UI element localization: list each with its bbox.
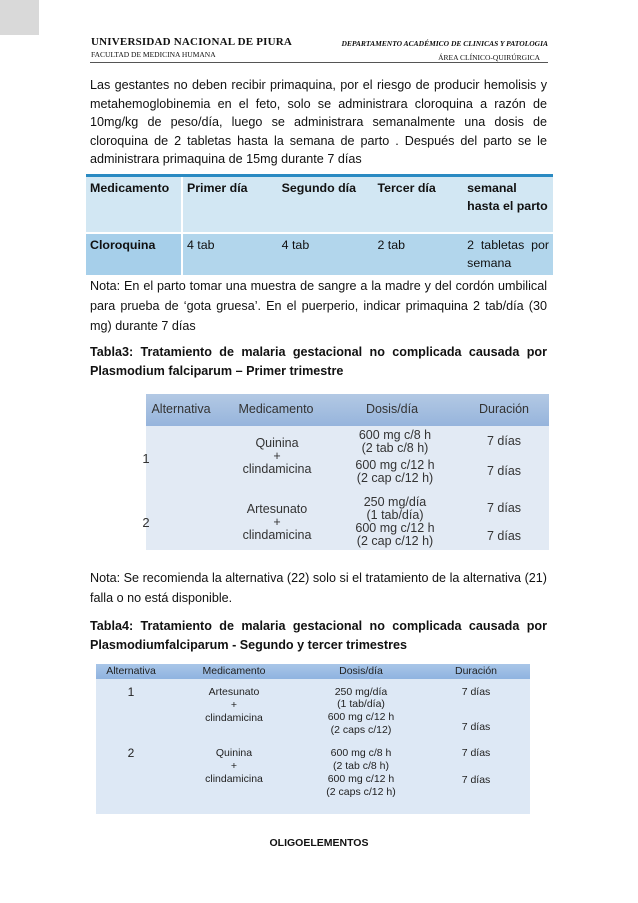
table4-image — [96, 664, 530, 814]
corner-block — [0, 0, 39, 35]
header-segundo-dia: Segundo día — [278, 176, 374, 234]
table3-alt-2: 2 — [142, 515, 150, 530]
table4-row1-dose1-detail: (1 tab/día) — [337, 698, 385, 710]
table4-alt-1: 1 — [127, 685, 135, 699]
table4-row1-med2: clindamicina — [205, 712, 263, 724]
table4-row2-dose2: 600 mg c/12 h — [327, 773, 395, 785]
table4-header-dosis: Dosis/día — [339, 665, 383, 677]
table3-row2-dose2: 600 mg c/12 h — [355, 521, 435, 535]
table3-row1-dose1: 600 mg c/8 h — [358, 428, 432, 442]
table3-header-duracion: Duración — [478, 402, 530, 416]
table3-row1-dose2: 600 mg c/12 h — [355, 458, 435, 472]
table3-row1-dose1-detail: (2 tab c/8 h) — [361, 441, 429, 455]
table3-row2-dose1: 250 mg/día — [363, 495, 427, 509]
table4-row2-dose1-detail: (2 tab c/8 h) — [332, 760, 390, 772]
table4-row2-dose1: 600 mg c/8 h — [330, 747, 392, 759]
table3-row2-plus: + — [273, 515, 281, 529]
table3-row1-dur1: 7 días — [486, 434, 522, 448]
table3-row2-dur2: 7 días — [486, 529, 522, 543]
cell-medicamento: Cloroquina — [86, 233, 182, 276]
footer-title: OLIGOELEMENTOS — [269, 837, 369, 849]
nota-alternativa: Nota: Se recomienda la alternativa (22) solo si el tratamiento de la alternativa (21) falla o no está disponible. — [90, 571, 547, 605]
table3-title: Tabla3: Tratamiento de malaria gestacional no complicada causada por Plasmodium falciparum – Primer trimestre — [90, 345, 547, 378]
table3-row1-med1: Quinina — [255, 436, 299, 450]
table4-row1-med1: Artesunato — [208, 686, 260, 698]
cell-primer-dia: 4 tab — [182, 233, 278, 276]
table3-row1-dur2: 7 días — [486, 464, 522, 478]
department-name: DEPARTAMENTO ACADÉMICO DE CLINICAS Y PATOLOGIA — [341, 39, 548, 48]
header-right — [341, 39, 548, 62]
header-medicamento: Medicamento — [86, 176, 182, 234]
dose-table-header-row — [86, 176, 553, 234]
table3-row2-dur1: 7 días — [486, 501, 522, 515]
table3-row1-plus: + — [273, 449, 281, 463]
table4-row2-dose2-detail: (2 caps c/12 h) — [326, 786, 396, 798]
table4-row1-dur1: 7 días — [461, 686, 491, 698]
header-divider — [90, 62, 548, 63]
table3-header-medicamento: Medicamento — [238, 402, 314, 416]
header-left — [91, 36, 292, 59]
cloroquina-dose-table — [86, 174, 553, 277]
cell-segundo-dia: 4 tab — [278, 233, 374, 276]
table4-title: Tabla4: Tratamiento de malaria gestacional no complicada causada por Plasmodiumfalciparum - Segundo y tercer trimestres — [90, 619, 547, 652]
faculty-name: FACULTAD DE MEDICINA HUMANA — [91, 50, 216, 59]
table4-row1-dose1: 250 mg/día — [334, 686, 388, 698]
table3-row1-dose2-detail: (2 cap c/12 h) — [356, 471, 434, 485]
table4-header-medicamento: Medicamento — [202, 665, 266, 677]
table3-header-dosis: Dosis/día — [365, 402, 419, 416]
intro-paragraph: Las gestantes no deben recibir primaquina, por el riesgo de producir hemolisis y metahemoglobinemia en el feto, solo se administrara cloroquina a razón de 10mg/kg de peso/día, luego se administrara semanalmente una dosis de cloroquina de 2 tabletas hasta la semana de parto . Después del parto se le administrara primaquina de 15mg durante 7 días — [90, 78, 547, 166]
dose-table-row — [86, 233, 553, 276]
table4-row1-dose2-detail: (2 caps c/12) — [330, 724, 392, 736]
table4-row2-med1: Quinina — [215, 747, 253, 759]
header-primer-dia: Primer día — [182, 176, 278, 234]
table3-alt-1: 1 — [142, 451, 150, 466]
table3-row2-dose1-detail: (1 tab/día) — [366, 508, 424, 522]
header-tercer-dia: Tercer día — [373, 176, 463, 234]
table4-header-duracion: Duración — [454, 665, 498, 677]
table4-row1-plus: + — [230, 699, 238, 711]
university-name: UNIVERSIDAD NACIONAL DE PIURA — [91, 36, 293, 48]
nota-parto: Nota: En el parto tomar una muestra de sangre a la madre y del cordón umbilical para prueba de ‘gota gruesa’. En el puerperio, indicar primaquina 2 tab/día (30 mg) durante 7 días — [90, 279, 547, 333]
area-name: ÁREA CLÍNICO-QUIRÚRGICA — [438, 53, 540, 62]
cell-tercer-dia: 2 tab — [373, 233, 463, 276]
table3-image — [142, 394, 549, 550]
table3-row2-med1: Artesunato — [246, 502, 308, 516]
table4-row2-dur2: 7 días — [461, 774, 491, 786]
table4-row2-plus: + — [230, 760, 238, 772]
cell-semanal: 2 tabletas por semana — [463, 233, 553, 276]
table4-row1-dur2: 7 días — [461, 721, 491, 733]
table3-header-alternativa: Alternativa — [151, 402, 211, 416]
table4-row1-dose2: 600 mg c/12 h — [327, 711, 395, 723]
table4-row2-dur1: 7 días — [461, 747, 491, 759]
table3-row2-dose2-detail: (2 cap c/12 h) — [356, 534, 434, 548]
table4-row2-med2: clindamicina — [205, 773, 263, 785]
header-semanal: semanal hasta el parto — [463, 176, 553, 234]
table4-header-alternativa: Alternativa — [106, 665, 156, 677]
table3-row1-med2: clindamicina — [242, 462, 312, 476]
table4-alt-2: 2 — [127, 746, 135, 760]
table3-row2-med2: clindamicina — [242, 528, 312, 542]
